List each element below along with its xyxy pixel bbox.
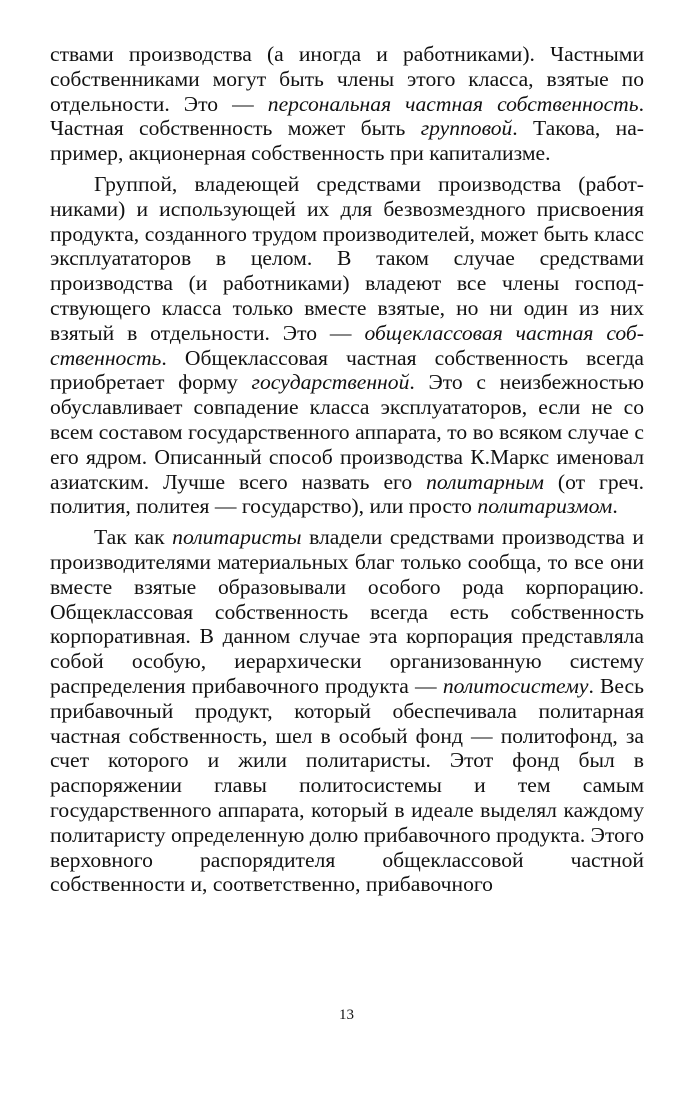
- text-run: . Общеклассовая частная собственность всегда приобретает форму: [50, 345, 644, 395]
- paragraph-2: [50, 172, 644, 519]
- text-run: .: [612, 494, 618, 519]
- text-run: (от греч. полития, политея — государство), или просто: [50, 469, 644, 519]
- italic-term: государственной: [251, 370, 410, 395]
- italic-term: общеклассовая частная собственность: [50, 320, 644, 370]
- text-run: . Частная собственность может быть: [50, 91, 644, 141]
- body-text: [50, 42, 644, 897]
- book-page: [50, 42, 644, 1106]
- italic-term: политарным: [426, 469, 544, 494]
- text-run: владели средствами производства и производителями материальных благ только сообща, то все они вместе взятые образовывали особого рода корпорацию. Общеклассовая собственность всегда есть собственность корпоративная. В данном случае эта корпорация представляла собой особую, иерархически организованную систему распределения прибавочного продукта —: [50, 525, 644, 698]
- italic-term: политаристы: [172, 525, 302, 550]
- italic-term: политосистему: [442, 673, 589, 698]
- text-run: . Такова, например, акционерная собственность при капитализме.: [50, 116, 644, 166]
- paragraph-1: [50, 42, 644, 166]
- text-run: . Это с неизбежностью обуславливает совпадение класса эксплуататоров, если не со всем составом государственного аппарата, то во всяком случае с его ядром. Описанный способ производства К.Маркс именовал азиатским. Лучше всего назвать его: [50, 370, 644, 494]
- page-number: 13: [339, 1007, 354, 1023]
- italic-term: групповой: [420, 116, 513, 141]
- paragraph-3: [50, 525, 644, 897]
- text-run: ствами производства (а иногда и работниками). Частными собственниками могут быть члены этого класса, взятые по отдельности. Это —: [50, 42, 644, 116]
- text-run: Так как: [94, 525, 173, 550]
- italic-term: политаризмом: [477, 494, 613, 519]
- text-run: . Весь прибавочный продукт, который обеспечивала политарная частная собственность, шел в особый фонд — политофонд, за счет которого и жили политаристы. Этот фонд был в распоряжении главы политосистемы и тем самым государственного аппарата, который в идеале выделял каждому политаристу определенную долю прибавочного продукта. Этого верховного распорядителя общеклассовой частной собственности и, соответственно, прибавочного: [50, 673, 645, 897]
- text-run: Группой, владеющей средствами производства (работниками) и использующей их для безвозмездного присвоения продукта, созданного трудом производителей, может быть класс эксплуататоров в целом. В таком случае средствами производства (и работниками) владеют все члены господствующего класса только вместе взятые, но ни один из них взятый в отдельности. Это —: [50, 171, 644, 345]
- italic-term: персональная частная собственность: [267, 91, 639, 116]
